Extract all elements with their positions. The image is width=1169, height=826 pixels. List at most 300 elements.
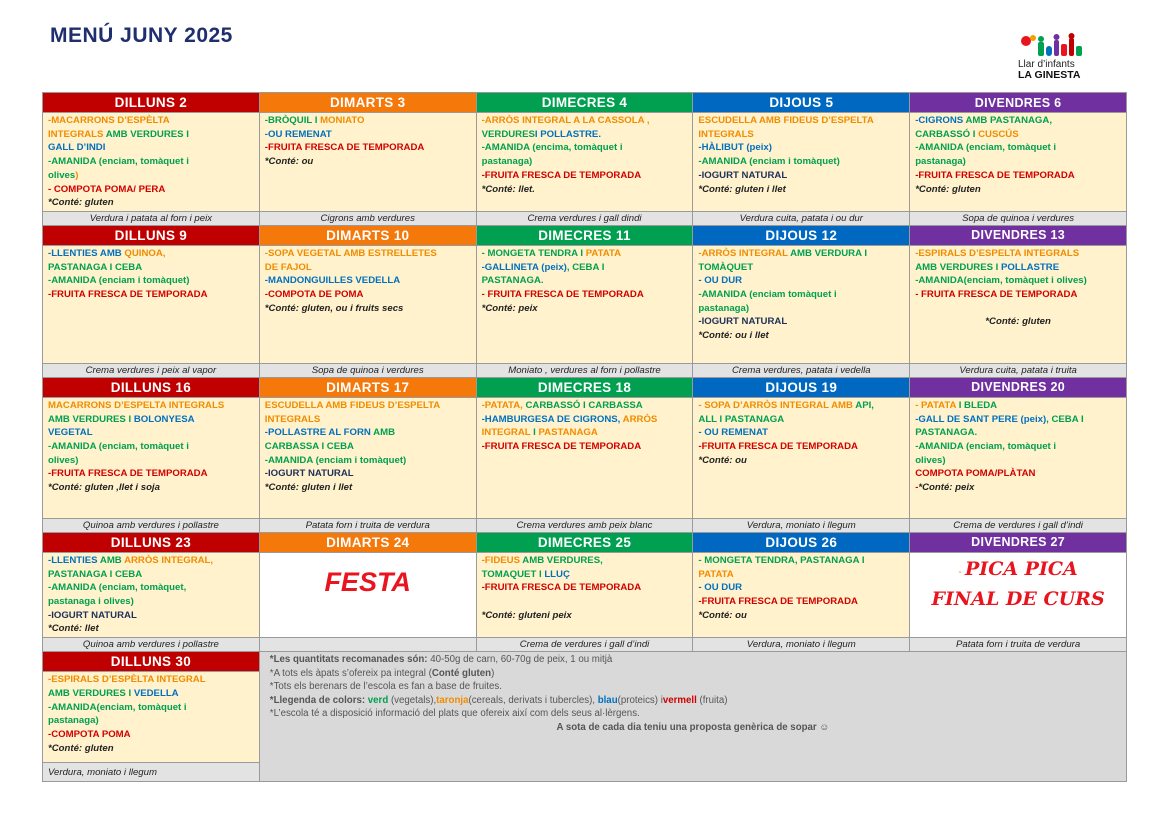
- menu-line: [265, 155, 471, 169]
- dinner-suggestion: Crema verdures i gall dindi: [476, 211, 693, 225]
- menu-text: *Conté: gluten: [48, 197, 114, 209]
- menu-line: [48, 183, 254, 197]
- menu-text: MACARRONS D’ESPELTA INTEGRALS: [48, 399, 225, 411]
- pica-line2: FINAL DE CURS: [931, 587, 1105, 610]
- day-header: DILLUNS 16: [43, 377, 260, 397]
- menu-line: [48, 467, 254, 481]
- menu-line: [482, 288, 688, 302]
- day-header: DIVENDRES 6: [910, 93, 1127, 113]
- menu-text: TOMÀQUET: [698, 261, 754, 273]
- menu-text: -AMANIDA (enciam, tomàquet i: [48, 441, 189, 453]
- menu-line: [48, 128, 254, 142]
- note-line: [270, 653, 1116, 667]
- menu-text: -GALLINETA (peix): [481, 261, 567, 273]
- menu-text: -IOGURT NATURAL: [48, 609, 137, 621]
- menu-text: CUSCÚS: [978, 128, 1019, 140]
- menu-text: -AMANIDA (enciam, tomàquet i: [915, 441, 1057, 453]
- menu-text: - OU DUR: [698, 275, 743, 287]
- day-menu: [693, 245, 910, 363]
- menu-line: [915, 315, 1121, 329]
- menu-line: [698, 399, 904, 413]
- note-text: blau: [597, 694, 618, 706]
- day-header: DILLUNS 30: [43, 652, 260, 672]
- menu-text: *Conté: gluten: [48, 742, 114, 754]
- menu-line: [265, 426, 471, 440]
- menu-table: [42, 92, 1127, 782]
- menu-line: [482, 554, 688, 568]
- menu-text: ESCUDELLA AMB FIDEUS D’ESPELTA: [264, 399, 441, 411]
- note-line: [270, 667, 1116, 681]
- pica-pica-label: [915, 554, 1121, 613]
- menu-text: - FRUITA FRESCA DE TEMPORADA: [481, 289, 644, 301]
- menu-text: -POLLASTRE AL FORN: [264, 427, 374, 439]
- menu-text: GALL D’INDI: [48, 142, 106, 154]
- menu-line: [265, 399, 471, 413]
- note-text: verd: [367, 694, 389, 706]
- menu-text: AMB VERDURES I: [48, 413, 134, 425]
- menu-text: -FRUITA FRESCA DE TEMPORADA: [698, 596, 858, 608]
- menu-text: PATATA: [585, 247, 622, 259]
- menu-text: pastanaga): [48, 715, 99, 727]
- menu-line: [698, 183, 904, 197]
- menu-line: [915, 481, 1121, 495]
- menu-text: AMB VERDURA I: [790, 247, 868, 259]
- day-menu: [910, 245, 1127, 363]
- menu-line: [915, 141, 1121, 155]
- dinner-suggestion: Quinoa amb verdures i pollastre: [43, 518, 260, 532]
- menu-line: [698, 454, 904, 468]
- menu-line: [48, 413, 254, 427]
- menu-text: -IOGURT NATURAL: [264, 468, 354, 480]
- menu-line: [48, 426, 254, 440]
- menu-line: [698, 155, 904, 169]
- day-menu: [693, 113, 910, 212]
- menu-text: -ARRÒS INTEGRAL A LA CASSOLA ,: [481, 115, 650, 126]
- pica-line1: PICA PICA: [965, 557, 1078, 580]
- day-menu: [910, 552, 1127, 637]
- note-text: Conté gluten: [431, 667, 492, 679]
- menu-text: INTEGRALS: [698, 128, 754, 140]
- menu-text: olives): [915, 454, 946, 466]
- menu-line: [698, 329, 904, 343]
- day-header: DILLUNS 23: [43, 532, 260, 552]
- note-text: *Les quantitats recomanades són:: [269, 654, 431, 666]
- dinner-suggestion: Sopa de quinoa i verdures: [910, 211, 1127, 225]
- day-menu: [43, 245, 260, 363]
- menu-line: [698, 568, 904, 582]
- dinner-suggestion: Verdura i patata al forn i peix: [43, 211, 260, 225]
- menu-text: -GALL DE SANT PERE (peix): [915, 413, 1047, 425]
- menu-line: [915, 467, 1121, 481]
- menu-line: [915, 183, 1121, 197]
- dinner-suggestion: Patata forn i truita de verdura: [259, 518, 476, 532]
- menu-line: [482, 426, 688, 440]
- menu-text: -AMANIDA(enciam, tomàquet i: [48, 701, 187, 713]
- day-menu: [476, 552, 693, 637]
- menu-text: ARRÒS INTEGRAL,: [124, 554, 214, 566]
- dinner-suggestion: Crema verdures, patata i vedella: [693, 363, 910, 377]
- menu-line: [915, 426, 1121, 440]
- menu-line: [915, 274, 1121, 288]
- day-header: DIJOUS 19: [693, 377, 910, 397]
- menu-line: [915, 454, 1121, 468]
- menu-text: ARRÒS: [622, 413, 658, 425]
- menu-text: *Conté: peix: [918, 482, 975, 494]
- menu-line: [265, 247, 471, 261]
- menu-text: POLLASTRE: [1001, 261, 1060, 273]
- menu-line: [698, 413, 904, 427]
- menu-text: CARBASSÓ I: [915, 128, 979, 140]
- menu-text: - MONGETA TENDRA I: [481, 247, 586, 259]
- menu-line: [482, 399, 688, 413]
- menu-text: pastanaga i olives): [48, 596, 134, 608]
- menu-text: - COMPOTA POMA/ PERA: [48, 183, 166, 195]
- menu-line: [48, 261, 254, 275]
- menu-text: *Conté: gluten: [985, 316, 1051, 328]
- menu-text: -ARRÒS INTEGRAL: [698, 247, 791, 259]
- menu-text: - OU REMENAT: [698, 427, 769, 439]
- menu-text: -FRUITA FRESCA DE TEMPORADA: [264, 142, 425, 154]
- menu-text: INTEGRALS: [264, 413, 321, 425]
- menu-line: [265, 128, 471, 142]
- menu-line: [698, 128, 904, 142]
- note-text: 40-50g de carn, 60-70g de peix, 1 ou mitjà: [430, 654, 613, 666]
- menu-line: [698, 554, 904, 568]
- menu-text: COMPOTA POMA/PLÀTAN: [915, 468, 1036, 480]
- menu-text: -IOGURT NATURAL: [698, 169, 788, 181]
- menu-text: *Conté: ou: [264, 156, 314, 168]
- menu-text: INTEGRAL: [481, 427, 534, 439]
- day-menu: [43, 552, 260, 637]
- menu-text: *Conté: gluten: [915, 183, 981, 195]
- menu-line: [482, 261, 688, 275]
- menu-text: -OU REMENAT: [264, 128, 332, 140]
- festa-label: FESTA: [324, 566, 411, 597]
- menu-line: [482, 274, 688, 288]
- note-text: *Llegenda de colors:: [269, 694, 368, 706]
- menu-text: INTEGRALS: [48, 128, 106, 140]
- day-header: DIMARTS 3: [259, 93, 476, 113]
- logo-line2: LA GINESTA: [1018, 69, 1081, 81]
- menu-line: [915, 169, 1121, 183]
- logo-figures-icon: [1018, 32, 1094, 58]
- menu-text: TOMAQUET I: [481, 568, 545, 580]
- menu-line: [48, 595, 254, 609]
- menu-text: *Conté: ou: [698, 609, 747, 621]
- menu-text: -HÀLIBUT (peix): [698, 142, 772, 154]
- menu-line: [915, 399, 1121, 413]
- menu-text: -: [915, 482, 919, 494]
- menu-line: [698, 581, 904, 595]
- menu-line: [48, 481, 254, 495]
- menu-text: - FRUITA FRESCA DE TEMPORADA: [915, 289, 1078, 301]
- note-text: vermell: [662, 694, 697, 706]
- menu-text: AMB VERDURES I: [915, 261, 1002, 273]
- menu-text: PASTANAGA.: [481, 275, 544, 287]
- menu-line: [915, 413, 1121, 427]
- note-text: taronja: [436, 694, 469, 706]
- day-header: DIMARTS 10: [259, 225, 476, 245]
- menu-text: - OU DUR: [698, 582, 743, 594]
- menu-text: -SOPA VEGETAL AMB ESTRELLETES: [264, 247, 437, 259]
- note-text: *Tots els berenars de l’escola es fan a base de fruites.: [269, 681, 502, 693]
- menu-text: PATATA: [698, 568, 734, 580]
- menu-line: [482, 440, 688, 454]
- note-text: (cereals, derivats i tubercles),: [468, 694, 598, 706]
- menu-line: [915, 440, 1121, 454]
- menu-line: [48, 673, 254, 687]
- dinner-suggestion: Crema verdures i peix al vapor: [43, 363, 260, 377]
- note-text: A sota de cada dia teniu una proposta genèrica de sopar ☺: [556, 721, 830, 733]
- school-logo: [1016, 32, 1096, 82]
- menu-line: [482, 141, 688, 155]
- menu-text: AMB VERDURES,: [522, 554, 603, 566]
- menu-text: AMB VERDURES I: [105, 128, 189, 140]
- menu-line: [48, 440, 254, 454]
- note-line: [270, 707, 1116, 721]
- menu-text: VERDURES: [481, 128, 535, 140]
- dinner-suggestion: Crema verdures amb peix blanc: [476, 518, 693, 532]
- menu-text: - MONGETA TENDRA, PASTANAGA I: [698, 554, 865, 566]
- menu-text: -AMANIDA(enciam, tomàquet i olives): [915, 275, 1087, 287]
- notes-panel: [259, 652, 1126, 782]
- menu-text: *Conté: ou: [698, 454, 747, 466]
- menu-text: *Conté: llet.: [481, 183, 535, 195]
- menu-text: CARBASSA I CEBA: [264, 441, 354, 453]
- menu-text: -FIDEUS: [481, 554, 523, 566]
- menu-line: [265, 261, 471, 275]
- menu-line: [265, 288, 471, 302]
- menu-line: [698, 315, 904, 329]
- menu-text: -AMANIDA (enciam, tomàquet i: [48, 156, 189, 168]
- note-text: *A tots els àpats s’ofereix pa integral (: [269, 667, 432, 679]
- menu-line: [698, 141, 904, 155]
- day-menu: [910, 397, 1127, 518]
- menu-line: [698, 274, 904, 288]
- menu-line: [48, 399, 254, 413]
- menu-text: *Conté: gluten ,llet i soja: [48, 482, 160, 494]
- day-menu: [693, 397, 910, 518]
- menu-text: AMB: [99, 247, 125, 259]
- menu-line: [265, 114, 471, 128]
- menu-line: [482, 114, 688, 128]
- day-header: DIMARTS 24: [259, 532, 476, 552]
- day-header: DIVENDRES 27: [910, 532, 1127, 552]
- menu-text: , CEBA I: [1046, 413, 1084, 425]
- menu-text: PASTANAGA: [538, 427, 598, 439]
- menu-text: -AMANIDA (enciam i tomàquet): [264, 454, 407, 466]
- day-header: DIMARTS 17: [259, 377, 476, 397]
- menu-text: ALL I PASTANAGA: [698, 413, 785, 425]
- menu-line: [48, 196, 254, 210]
- menu-line: [482, 302, 688, 316]
- menu-text: BOLONYESA: [133, 413, 195, 425]
- note-text: (proteics) i: [617, 694, 663, 706]
- menu-text: -BRÒQUIL I: [264, 115, 321, 126]
- note-text: (vegetals),: [388, 694, 437, 706]
- menu-text: LLUÇ: [544, 568, 570, 580]
- menu-text: VEDELLA: [133, 687, 179, 699]
- menu-line: [265, 413, 471, 427]
- note-text: ): [491, 667, 495, 679]
- menu-line: [48, 169, 254, 183]
- menu-text: PASTANAGA.: [915, 427, 978, 439]
- day-menu: [476, 245, 693, 363]
- day-header: DIMECRES 18: [476, 377, 693, 397]
- menu-line: [48, 568, 254, 582]
- menu-line: [48, 714, 254, 728]
- menu-line: [915, 261, 1121, 275]
- dinner-suggestion: Verdura, moniato i llegum: [693, 638, 910, 652]
- menu-line: [48, 701, 254, 715]
- day-menu: [259, 397, 476, 518]
- menu-line: [48, 554, 254, 568]
- menu-text: -AMANIDA (enciam, tomàquet i: [915, 142, 1057, 154]
- menu-text: - SOPA D’ARRÒS INTEGRAL AMB: [698, 399, 856, 411]
- menu-line: [482, 595, 688, 609]
- day-header: DIJOUS 12: [693, 225, 910, 245]
- day-menu: [43, 113, 260, 212]
- menu-text: *Conté: gluten i llet: [698, 183, 786, 195]
- menu-text: *Conté: ou i llet: [698, 330, 769, 342]
- note-line: [270, 721, 1116, 735]
- day-header: DIJOUS 5: [693, 93, 910, 113]
- menu-line: [48, 114, 254, 128]
- menu-text: pastanaga): [698, 302, 750, 314]
- day-menu: [43, 672, 260, 763]
- menu-text: -AMANIDA (encima, tomàquet i: [481, 142, 623, 154]
- dinner-suggestion: Cigrons amb verdures: [259, 211, 476, 225]
- day-header: DIMECRES 25: [476, 532, 693, 552]
- menu-text: I: [533, 427, 539, 439]
- menu-text: olives: [48, 169, 76, 181]
- menu-text: AMB: [373, 427, 396, 439]
- menu-text: -FRUITA FRESCA DE TEMPORADA: [481, 441, 642, 453]
- dinner-suggestion: Verdura, moniato i llegum: [693, 518, 910, 532]
- menu-line: [698, 595, 904, 609]
- menu-text: -AMANIDA (enciam tomàquet i: [698, 289, 837, 301]
- menu-text: -ESPIRALS D’ESPÈLTA INTEGRAL: [48, 674, 206, 686]
- day-header: DIMECRES 11: [476, 225, 693, 245]
- menu-line: [698, 114, 904, 128]
- menu-line: [482, 128, 688, 142]
- menu-line: [698, 426, 904, 440]
- day-menu: [259, 245, 476, 363]
- note-line: [270, 694, 1116, 708]
- menu-text: VEGETAL: [48, 427, 93, 439]
- menu-text: *Conté: gluten, ou i fruits secs: [264, 302, 404, 314]
- day-menu: [476, 113, 693, 212]
- menu-line: [265, 302, 471, 316]
- menu-text: -COMPOTA POMA: [48, 728, 131, 740]
- menu-text: *Conté: gluteni peix: [481, 609, 572, 621]
- menu-line: [48, 622, 254, 636]
- menu-line: [698, 302, 904, 316]
- day-menu: [259, 113, 476, 212]
- menu-text: MONIATO: [320, 115, 365, 126]
- menu-text: -MANDONGUILLES VEDELLA: [264, 275, 401, 287]
- menu-text: -AMANIDA (enciam, tomàquet,: [48, 582, 187, 594]
- menu-line: [48, 687, 254, 701]
- menu-text: AMB: [99, 554, 125, 566]
- day-header: DILLUNS 2: [43, 93, 260, 113]
- logo-line1: Llar d’infants: [1018, 59, 1075, 70]
- dinner-suggestion: Verdura cuita, patata i truita: [910, 363, 1127, 377]
- menu-line: [48, 728, 254, 742]
- menu-line: [48, 609, 254, 623]
- menu-line: [482, 155, 688, 169]
- menu-line: [265, 141, 471, 155]
- menu-line: [698, 440, 904, 454]
- menu-text: AMB VERDURES I: [48, 687, 134, 699]
- day-header: DIVENDRES 20: [910, 377, 1127, 397]
- day-menu: [910, 113, 1127, 212]
- menu-line: [915, 288, 1121, 302]
- menu-line: [915, 247, 1121, 261]
- menu-text: -FRUITA FRESCA DE TEMPORADA: [48, 468, 208, 480]
- dinner-suggestion: Crema de verdures i gall d’indi: [476, 638, 693, 652]
- menu-text: API,: [855, 399, 874, 411]
- menu-text: pastanaga): [481, 156, 533, 168]
- menu-text: -MACARRONS D’ESPÈLTA: [48, 115, 170, 126]
- dinner-suggestion: Crema de verdures i gall d’indi: [910, 518, 1127, 532]
- menu-line: [915, 114, 1121, 128]
- menu-line: [265, 440, 471, 454]
- dinner-suggestion: Verdura cuita, patata i ou dur: [693, 211, 910, 225]
- menu-text: -FRUITA FRESCA DE TEMPORADA: [481, 169, 642, 181]
- dinner-suggestion: Verdura, moniato i llegum: [43, 763, 260, 782]
- day-header: DIVENDRES 13: [910, 225, 1127, 245]
- day-header: DILLUNS 9: [43, 225, 260, 245]
- menu-line: [482, 183, 688, 197]
- dinner-suggestion: Patata forn i truita de verdura: [910, 638, 1127, 652]
- dinner-suggestion: Sopa de quinoa i verdures: [259, 363, 476, 377]
- menu-line: [698, 261, 904, 275]
- menu-line: [698, 609, 904, 623]
- menu-text: -PATATA,: [481, 399, 526, 411]
- menu-text: -FRUITA FRESCA DE TEMPORADA: [915, 169, 1075, 181]
- menu-line: [265, 274, 471, 288]
- menu-line: [482, 247, 688, 261]
- menu-text: CARBASSÓ I CARBASSA: [525, 399, 643, 411]
- menu-text: -LLENTIES: [48, 554, 100, 566]
- menu-line: [482, 609, 688, 623]
- menu-text: pastanaga): [915, 156, 966, 168]
- menu-line: [698, 288, 904, 302]
- menu-line: [265, 454, 471, 468]
- menu-line: [915, 155, 1121, 169]
- menu-text: -LLENTIES: [48, 247, 100, 259]
- menu-line: [48, 454, 254, 468]
- menu-text: -IOGURT NATURAL: [698, 316, 788, 328]
- day-header: DIJOUS 26: [693, 532, 910, 552]
- pica-dash: -: [958, 566, 966, 578]
- day-menu: [259, 552, 476, 637]
- menu-text: QUINOA,: [124, 247, 166, 259]
- menu-line: [48, 141, 254, 155]
- menu-line: [48, 742, 254, 756]
- menu-line: [48, 581, 254, 595]
- menu-line: [482, 169, 688, 183]
- page-title: MENÚ JUNY 2025: [50, 24, 233, 47]
- menu-text: -ESPIRALS D’ESPELTA INTEGRALS: [915, 247, 1080, 259]
- menu-text: -FRUITA FRESCA DE TEMPORADA: [698, 441, 858, 453]
- dinner-suggestion: Quinoa amb verdures i pollastre: [43, 638, 260, 652]
- menu-text: -AMANIDA (enciam i tomàquet): [48, 275, 190, 287]
- note-text: *L’escola té a disposició informació del plats que ofereix així com dels seus al·lèrgens.: [269, 708, 640, 720]
- menu-line: [48, 155, 254, 169]
- menu-line: [48, 274, 254, 288]
